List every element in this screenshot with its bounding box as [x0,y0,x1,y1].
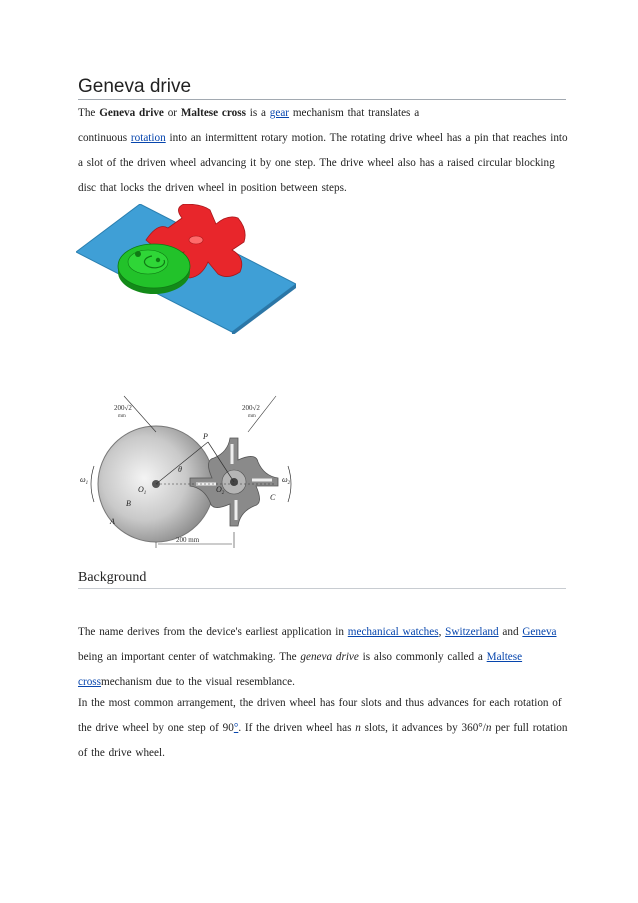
bg-italic-n: n [485,722,492,734]
bg-text: and [498,626,523,638]
bg-text: In the most common arrangement, the driven wheel has four slots and thus advances for each rotation of the drive wheel by one step of 90 [78,697,562,734]
bg-italic-n: n [355,722,361,734]
link-maltese-cross[interactable]: Maltese cross [78,651,523,688]
geneva-dimension-diagram [76,392,300,552]
label-theta: θ [178,465,182,474]
bg-text: mechanism due to the visual resemblance. [101,676,295,688]
background-paragraph-2 [78,691,568,766]
label-P: P [203,432,208,441]
intro-paragraph [78,101,568,201]
bg-text: . If the driven wheel has [238,722,356,734]
intro-text: mechanism that translates a [289,107,420,119]
label-B: B [126,499,131,508]
background-paragraph-1 [78,620,568,695]
link-geneva[interactable]: Geneva [522,626,557,638]
label-O1: $O_1$ [138,485,147,496]
intro-text: The [78,107,100,119]
drive-wheel-green [118,244,190,294]
section-heading-background: Background [78,569,566,589]
bg-text: , [438,626,446,638]
bg-text: per full rotation of the drive wheel. [78,722,568,759]
bg-text: The name derives from the device's earliest application in [78,626,348,638]
intro-bold-geneva-drive: Geneva drive [99,107,164,119]
label-omega2: $\omega_2$ [282,475,291,486]
dim-left-label: 200√2 [114,404,132,412]
link-gear[interactable]: gear [269,107,290,119]
link-rotation[interactable]: rotation [130,132,166,144]
label-A: A [110,517,115,526]
link-degree[interactable]: ° [233,722,239,734]
intro-text: continuous [78,132,131,144]
intro-text: is a [245,107,270,119]
bg-text: is also commonly called a [358,651,487,663]
page-title: Geneva drive [78,76,566,100]
dim-bottom-label: 200 mm [176,536,200,544]
bg-italic-geneva-drive: geneva drive [300,651,359,663]
geneva-3d-image [76,204,296,334]
dim-right-unit: mm [248,414,256,419]
dim-right-label: 200√2 [242,404,260,412]
intro-bold-maltese-cross: Maltese cross [180,107,246,119]
label-O2: $O_2$ [216,485,225,496]
link-mechanical-watches[interactable]: mechanical watches [347,626,439,638]
link-switzerland[interactable]: Switzerland [445,626,499,638]
label-omega1: $\omega_1$ [80,475,89,486]
bg-text: being an important center of watchmaking. The [78,651,301,663]
dim-left-unit: mm [118,414,126,419]
intro-text: or [163,107,181,119]
bg-text: slots, it advances by 360°/ [360,722,486,734]
label-C: C [270,493,276,502]
intro-text: into an intermittent rotary motion. The rotating drive wheel has a pin that reaches into a slot of the driven wheel advancing it by one step. The drive wheel also has a raised circular blocking disc that locks the driven wheel in position between steps. [78,132,568,194]
